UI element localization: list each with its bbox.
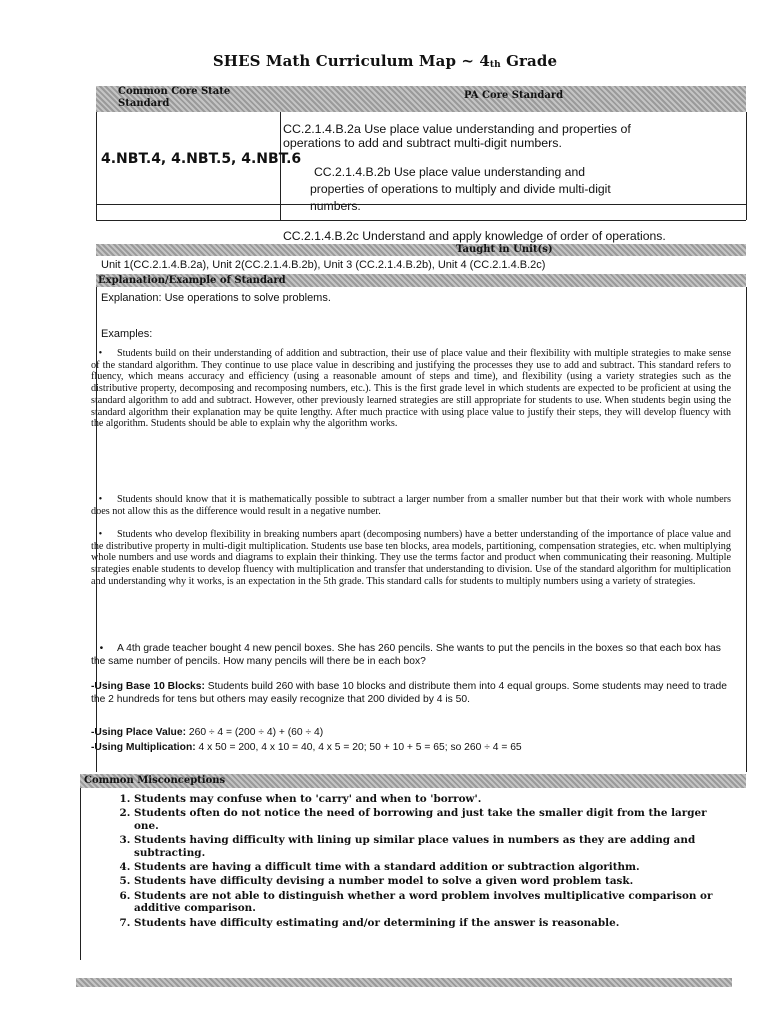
pa-standard-a: CC.2.1.4.B.2a Use place value understanding and properties of operations to add and subtract multi-digit numbers.	[283, 122, 631, 150]
pa-standard-b: CC.2.1.4.B.2b Use place value understanding and properties of operations to multiply and divide multi-digit numbers.	[310, 165, 611, 213]
example-paragraph-4: • A 4th grade teacher bought 4 new pencil boxes. She has 260 pencils. She wants to put the pencils in the boxes so that each box has the same number of pencils. How many pencils will there be in each box?	[91, 643, 721, 667]
footer-bar	[76, 978, 732, 987]
misconceptions-header: Common Misconceptions	[84, 775, 226, 786]
multiplication-example: -Using Multiplication: 4 x 50 = 200, 4 x 10 = 40, 4 x 5 = 20; 50 + 10 + 5 = 65; so 260 ÷ 4 = 65	[91, 742, 522, 753]
page-title: SHES Math Curriculum Map ~ $4_{th}$ Grade	[212, 52, 558, 70]
pa-standard-c: CC.2.1.4.B.2c Understand and apply knowledge of order of operations.	[283, 229, 666, 243]
misconception-item: 7. Students have difficulty estimating and/or determining if the answer is reasonable.	[134, 917, 734, 929]
misconception-item: 3. Students having difficulty with lining up similar place values in numbers as they are adding and subtracting.	[134, 834, 734, 859]
explanation-header-bar	[96, 274, 746, 287]
explanation-intro: Explanation: Use operations to solve problems.	[101, 292, 331, 304]
common-core-header: Common Core State Standard	[118, 86, 231, 109]
table-border-right	[746, 112, 747, 220]
examples-label: Examples:	[101, 328, 153, 340]
taught-header: Taught in Unit(s)	[456, 244, 553, 255]
misconception-item: 6. Students are not able to distinguish whether a word problem involves multiplicative comparison or additive comparison.	[134, 890, 734, 915]
misconception-item: 4. Students are having a difficult time with a standard addition or subtraction algorithm.	[134, 861, 734, 873]
header-bar	[96, 86, 746, 112]
misconception-item: 1. Students may confuse when to 'carry' and when to 'borrow'.	[134, 793, 734, 805]
misconceptions-header-bar	[80, 774, 746, 788]
common-core-standard: 4.NBT.4, 4.NBT.5, 4.NBT.6	[101, 151, 302, 167]
misconceptions-border-left	[80, 788, 81, 960]
example-paragraph-2: • Students should know that it is mathematically possible to subtract a larger number from a smaller number but that their work with whole numbers does not allow this as the difference would result in a negative number.	[91, 494, 731, 517]
table-rule	[96, 220, 746, 221]
misconception-item: 5. Students have difficulty devising a number model to solve a given word problem task.	[134, 875, 734, 887]
misconceptions-list	[108, 793, 734, 931]
place-value-example: -Using Place Value: 260 ÷ 4 = (200 ÷ 4) + (60 ÷ 4)	[91, 727, 324, 738]
misconception-item: 2. Students often do not notice the need of borrowing and just take the smaller digit from the larger one.	[134, 807, 734, 832]
pa-core-header: PA Core Standard	[464, 90, 564, 101]
explanation-header: Explanation/Example of Standard	[98, 275, 286, 286]
base10-example: -Using Base 10 Blocks: Students build 260 with base 10 blocks and distribute them into 4 equal groups. Some students may need to trade the 2 hundreds for tens but others may easily recognize that 200 divided by 4 is 50.	[91, 681, 727, 705]
units-text: Unit 1(CC.2.1.4.B.2a), Unit 2(CC.2.1.4.B.2b), Unit 3 (CC.2.1.4.B.2b), Unit 4 (CC.2.1.4.B.2c)	[101, 259, 546, 271]
taught-header-bar	[96, 244, 746, 256]
example-paragraph-1: • Students build on their understanding of addition and subtraction, their use of place value and their flexibility with multiple strategies to make sense of the standard algorithm. They continue to use place value in describing and justifying the processes they use to add and subtract. This standard refers to fluency, which means accuracy and efficiency (using a reasonable amount of steps and time), and flexibility (using a variety strategies such as the distributive property, decomposing and recomposing numbers, etc.). This is the first grade level in which students are expected to be proficient at using the standard algorithm to add and subtract. However, other previously learned strategies are still appropriate for students to use. When students begin using the standard algorithm their explanation may be quite lengthy. After much practice with using place value to justify their steps, they will develop fluency with the algorithm. Students should be able to explain why the algorithm works.	[91, 348, 731, 430]
example-paragraph-3: • Students who develop flexibility in breaking numbers apart (decomposing numbers) have a better understanding of the importance of place value and the distributive property in multi-digit multiplication. Students use base ten blocks, area models, partitioning, compensation strategies, etc. when multiplying whole numbers and use words and diagrams to explain their thinking. They use the terms factor and product when communicating their reasoning. Multiple strategies enable students to develop fluency with multiplication and transfer that understanding to division. Use of the standard algorithm for multiplication and understanding why it works, is an expectation in the 5th grade. This standard calls for students to multiply numbers using a variety of strategies.	[91, 529, 731, 587]
section-border-right	[746, 287, 747, 772]
